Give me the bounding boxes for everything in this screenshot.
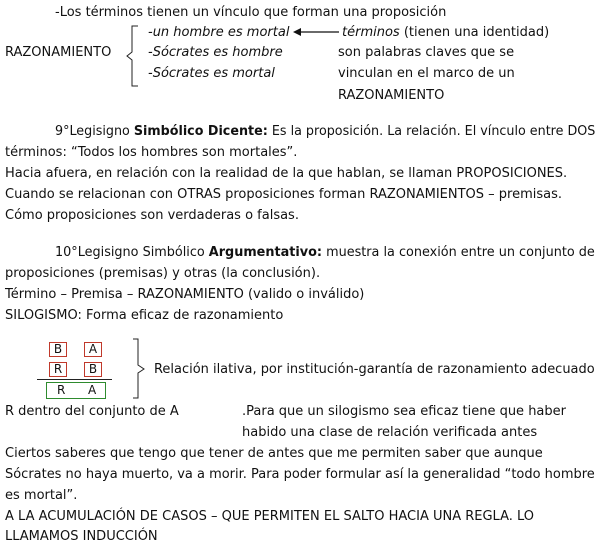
- tail-line-5: LLAMAMOS INDUCCIÓN: [5, 529, 158, 544]
- left-brace: [126, 24, 142, 88]
- p10-bold: Argumentativo:: [208, 245, 323, 260]
- p10-lead: 10°Legisigno Simbólico: [55, 245, 209, 260]
- conclusion-a: A: [88, 383, 97, 397]
- diagram-box-b1: B: [49, 342, 67, 357]
- p9-line-4: Cuando se relacionan con OTRAS proposiciones forman RAZONAMIENTOS – premisas.: [5, 187, 563, 202]
- arrow-left-icon: [293, 27, 341, 37]
- diagram-conclusion-box: [46, 382, 106, 399]
- p10-line-3: Término – Premisa – RAZONAMIENTO (valido o inválido): [5, 287, 365, 302]
- example-2: -Sócrates es hombre: [148, 45, 283, 60]
- tail-line-2: Sócrates no haya muerto, va a morir. Para poder formular así la generalidad “todo hombre: [5, 467, 595, 482]
- conclusion-line: [37, 379, 112, 380]
- para-line-1: .Para que un silogismo sea eficaz tiene que haber: [242, 404, 566, 419]
- terminos-identity: (tienen una identidad): [399, 25, 550, 40]
- right-brace: [132, 338, 146, 400]
- tail-line-3: es mortal”.: [5, 488, 78, 503]
- tail-line-4: A LA ACUMULACIÓN DE CASOS – QUE PERMITEN EL SALTO HACIA UNA REGLA. LO: [5, 509, 535, 524]
- razonamiento-label: RAZONAMIENTO: [5, 45, 112, 60]
- example-1: -un hombre es mortal: [148, 25, 290, 40]
- para-line-2: habido una clase de relación verificada antes: [242, 425, 538, 440]
- keywords-line-2: vinculan en el marco de un: [338, 66, 515, 81]
- p9-first-line: [55, 124, 595, 140]
- r-dentro-text: R dentro del conjunto de A: [5, 404, 179, 419]
- p9-lead: 9°Legisigno: [55, 124, 134, 139]
- p10-line-4: SILOGISMO: Forma eficaz de razonamiento: [5, 308, 284, 323]
- diagram-box-r1: R: [49, 362, 67, 377]
- diagram-box-b2: B: [84, 362, 102, 377]
- terminos-word: términos: [342, 25, 400, 40]
- tail-line-1: Ciertos saberes que tengo que tener de antes que me permiten saber que aunque: [5, 446, 543, 461]
- p9-line-5: Cómo proposiciones son verdaderas o falsas.: [5, 208, 299, 223]
- p9-rest: Es la proposición. La relación. El vínculo entre DOS: [267, 124, 596, 139]
- example-3: -Sócrates es mortal: [148, 66, 275, 81]
- p10-rest: muestra la conexión entre un conjunto de: [322, 245, 595, 260]
- terminos-note: [342, 25, 549, 41]
- intro-line: -Los términos tienen un vínculo que forman una proposición: [55, 5, 447, 20]
- conclusion-r: R: [57, 383, 66, 397]
- p9-line-3: Hacia afuera, en relación con la realidad de la que hablan, se llaman PROPOSICIONES.: [5, 166, 568, 181]
- keywords-line-1: son palabras claves que se: [338, 45, 515, 60]
- diagram-box-a1: A: [84, 342, 102, 357]
- relation-text: Relación ilativa, por institución-garantía de razonamiento adecuado: [154, 362, 595, 377]
- keywords-line-3: RAZONAMIENTO: [338, 88, 445, 103]
- p9-line-2: términos: “Todos los hombres son mortales”.: [5, 145, 298, 160]
- p9-bold: Simbólico Dicente:: [133, 124, 268, 139]
- p10-first-line: [55, 245, 595, 261]
- p10-line-2: proposiciones (premisas) y otras (la conclusión).: [5, 266, 321, 281]
